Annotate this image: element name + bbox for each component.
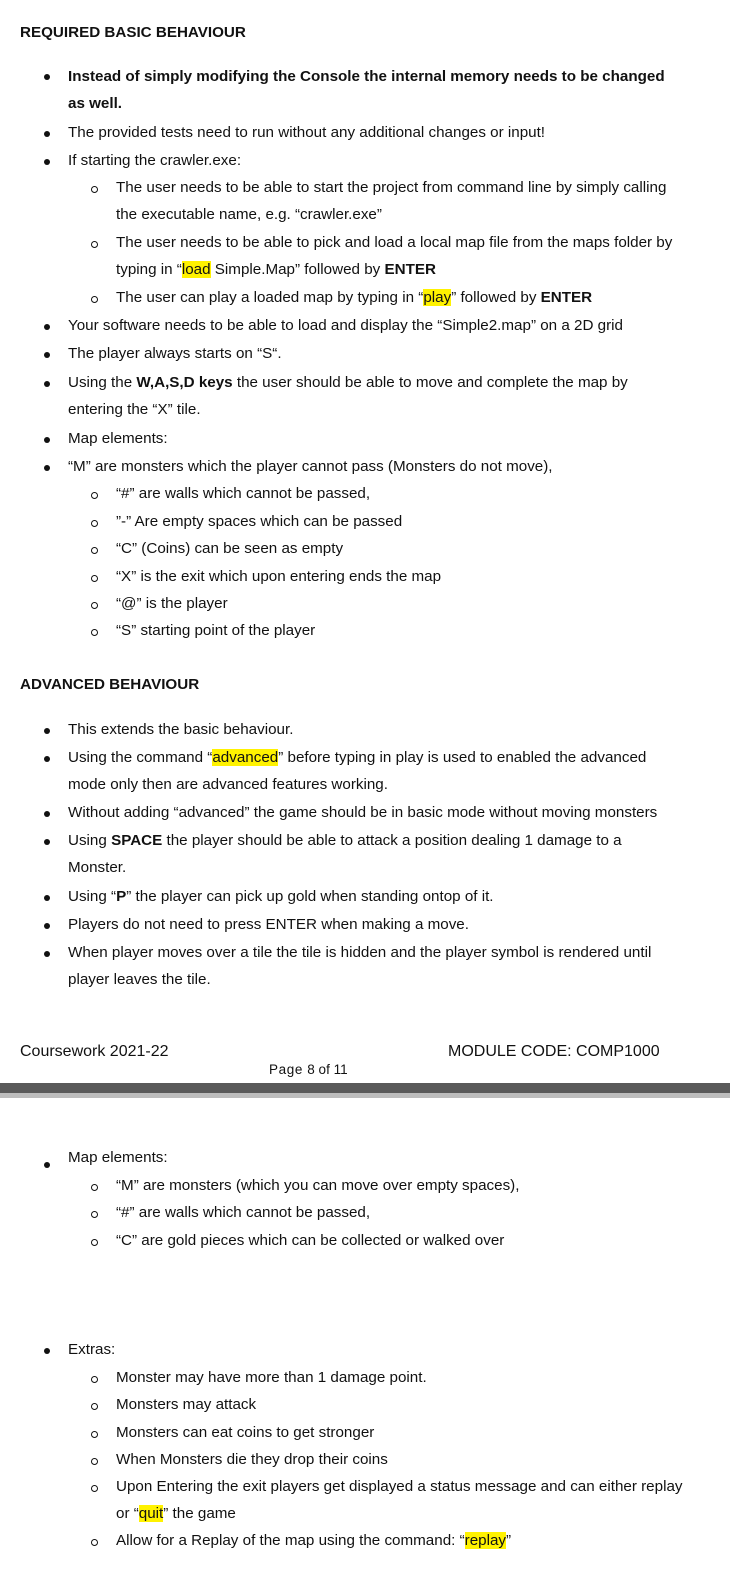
bullet-marker (44, 465, 50, 471)
page-separator (0, 1083, 730, 1093)
text-run: ” the game (163, 1505, 236, 1522)
text-run: Using the command “ (68, 749, 213, 766)
sub-bullet-marker (91, 1376, 98, 1383)
page-value: 8 of 11 (307, 1062, 348, 1077)
bullet-marker (44, 756, 50, 762)
highlighted-keyword-advanced: advanced (212, 749, 279, 766)
sub-item-status-message-cont (116, 1505, 236, 1522)
bullet-marker (44, 811, 50, 817)
bold-keyword-wasd: W,A,S,D keys (136, 374, 233, 391)
text-run: Simple.Map” followed by (210, 261, 385, 278)
sub-bullet-marker (91, 1403, 98, 1410)
sub-item-drop-coins: When Monsters die they drop their coins (116, 1451, 388, 1468)
sub-item-load-map: The user needs to be able to pick and load a local map file from the maps folder by (116, 234, 673, 251)
list-item-internal-memory: Instead of simply modifying the Console the internal memory needs to be changed (68, 68, 665, 85)
text-run: The user can play a loaded map by typing in “ (116, 289, 424, 306)
sub-bullet-marker (91, 492, 98, 499)
bullet-marker (44, 1348, 50, 1354)
sub-bullet-marker (91, 1539, 98, 1546)
sub-bullet-marker (91, 547, 98, 554)
list-item-internal-memory-cont: as well. (68, 95, 123, 112)
list-item-monsters: “M” are monsters which the player cannot pass (Monsters do not move), (68, 458, 553, 475)
bullet-marker (44, 159, 50, 165)
page-number (269, 1062, 348, 1077)
sub-item-monsters-attack: Monsters may attack (116, 1396, 257, 1413)
sub-item-coins: “C” (Coins) can be seen as empty (116, 540, 344, 557)
list-item-wasd-keys (68, 374, 628, 391)
bullet-marker (44, 352, 50, 358)
bullet-marker (44, 923, 50, 929)
bold-keyword-enter: ENTER (384, 261, 436, 278)
list-item-map-elements-advanced: Map elements: (68, 1149, 168, 1166)
footer-module-code: MODULE CODE: COMP1000 (448, 1043, 660, 1060)
sub-item-exit: “X” is the exit which upon entering ends the map (116, 568, 442, 585)
list-item-extends-basic: This extends the basic behaviour. (68, 721, 294, 738)
bullet-marker (44, 324, 50, 330)
sub-item-empty-spaces: ”-” Are empty spaces which can be passed (116, 513, 403, 530)
bullet-marker (44, 951, 50, 957)
highlighted-keyword-load: load (181, 261, 211, 278)
page-label: Page (269, 1062, 303, 1077)
sub-bullet-marker (91, 1431, 98, 1438)
bullet-marker (44, 381, 50, 387)
sub-bullet-marker (91, 629, 98, 636)
heading-advanced-behaviour: ADVANCED BEHAVIOUR (20, 676, 200, 693)
list-item-starting-crawler: If starting the crawler.exe: (68, 152, 242, 169)
text-run: typing in “ (116, 261, 182, 278)
sub-item-status-message: Upon Entering the exit players get displayed a status message and can either replay (116, 1478, 683, 1495)
text-run: the user should be able to move and complete the map by (232, 374, 628, 391)
bullet-marker (44, 728, 50, 734)
list-item-wasd-keys-cont: entering the “X” tile. (68, 401, 201, 418)
list-item-tests: The provided tests need to run without any additional changes or input! (68, 124, 546, 141)
list-item-extras: Extras: (68, 1341, 116, 1358)
list-item-pick-gold (68, 888, 494, 905)
sub-item-gold: “C” are gold pieces which can be collected or walked over (116, 1232, 505, 1249)
sub-item-play-map (116, 289, 592, 306)
bold-keyword-space: SPACE (111, 832, 163, 849)
bullet-marker (44, 839, 50, 845)
text-run: ” (506, 1532, 512, 1549)
sub-bullet-marker (91, 241, 98, 248)
sub-bullet-marker (91, 575, 98, 582)
footer-coursework: Coursework 2021-22 (20, 1043, 169, 1060)
sub-item-walls-advanced: “#” are walls which cannot be passed, (116, 1204, 371, 1221)
list-item-display-map: Your software needs to be able to load and display the “Simple2.map” on a 2D grid (68, 317, 623, 334)
bullet-marker (44, 1162, 50, 1168)
bullet-marker (44, 74, 50, 80)
bullet-marker (44, 437, 50, 443)
sub-bullet-marker (91, 602, 98, 609)
heading-required-basic-behaviour: REQUIRED BASIC BEHAVIOUR (20, 24, 246, 41)
highlighted-keyword-play: play (423, 289, 452, 306)
list-item-space-attack-cont: Monster. (68, 859, 127, 876)
list-item-player-start: The player always starts on “S“. (68, 345, 282, 362)
list-item-advanced-command (68, 749, 646, 766)
sub-bullet-marker (91, 1184, 98, 1191)
list-item-map-elements: Map elements: (68, 430, 168, 447)
list-item-advanced-command-cont: mode only then are advanced features working. (68, 776, 388, 793)
text-run: ” followed by (451, 289, 541, 306)
sub-bullet-marker (91, 1239, 98, 1246)
text-run: the player should be able to attack a position dealing 1 damage to a (162, 832, 622, 849)
sub-bullet-marker (91, 520, 98, 527)
sub-item-load-map-cont (116, 261, 436, 278)
sub-item-command-line-cont: the executable name, e.g. “crawler.exe” (116, 206, 382, 223)
text-run: ” the player can pick up gold when standing ontop of it. (126, 888, 494, 905)
sub-item-walls: “#” are walls which cannot be passed, (116, 485, 371, 502)
sub-item-damage-point: Monster may have more than 1 damage point. (116, 1369, 427, 1386)
list-item-space-attack (68, 832, 622, 849)
sub-bullet-marker (91, 1458, 98, 1465)
bold-keyword-p: P (116, 888, 127, 905)
document-page-9 (0, 1098, 730, 1586)
sub-item-monsters-move: “M” are monsters (which you can move over empty spaces), (116, 1177, 520, 1194)
text-run: Allow for a Replay of the map using the command: “ (116, 1532, 465, 1549)
sub-item-eat-coins: Monsters can eat coins to get stronger (116, 1424, 375, 1441)
bold-keyword-enter: ENTER (540, 289, 593, 306)
list-item-no-enter: Players do not need to press ENTER when making a move. (68, 916, 469, 933)
text-run: or “ (116, 1505, 139, 1522)
sub-item-command-line: The user needs to be able to start the project from command line by simply calling (116, 179, 667, 196)
sub-item-player: “@” is the player (116, 595, 228, 612)
bullet-marker (44, 131, 50, 137)
text-run: Using (68, 832, 112, 849)
bullet-marker (44, 895, 50, 901)
sub-bullet-marker (91, 1485, 98, 1492)
text-run: ” before typing in play is used to enabled the advanced (278, 749, 647, 766)
text-run: Using “ (68, 888, 117, 905)
highlighted-keyword-replay: replay (464, 1532, 507, 1549)
list-item-basic-mode: Without adding “advanced” the game should be in basic mode without moving monsters (68, 804, 658, 821)
sub-item-start-point: “S” starting point of the player (116, 622, 316, 639)
text-run: Using the (68, 374, 137, 391)
sub-item-replay (116, 1532, 511, 1549)
list-item-tile-hidden-cont: player leaves the tile. (68, 971, 211, 988)
sub-bullet-marker (91, 296, 98, 303)
sub-bullet-marker (91, 1211, 98, 1218)
highlighted-keyword-quit: quit (138, 1505, 164, 1522)
list-item-tile-hidden: When player moves over a tile the tile is hidden and the player symbol is rendered until (68, 944, 652, 961)
sub-bullet-marker (91, 186, 98, 193)
